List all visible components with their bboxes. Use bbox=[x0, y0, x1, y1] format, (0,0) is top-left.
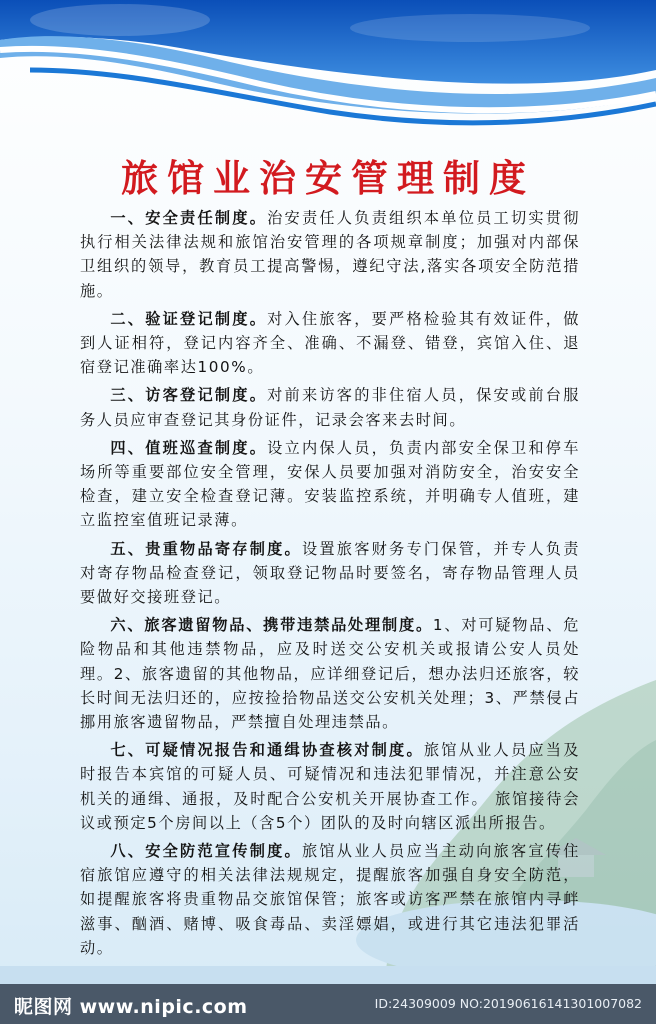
regulation-content bbox=[80, 206, 580, 964]
watermark-footer bbox=[0, 984, 656, 1024]
section-body: 对前来访客的非住宿人员，保安或前台服务人员应审查登记其身份证件，记录会客来去时间。 bbox=[80, 386, 580, 429]
section-heading: 一、安全责任制度。 bbox=[110, 209, 268, 227]
header-wave-graphic bbox=[0, 0, 656, 140]
section-body: 旅馆从业人员应当及时报告本宾馆的可疑人员、可疑情况和违法犯罪情况，并注意公安机关的通缉、通报，及时配合公安机关开展协查工作。 旅馆接待会议或预定5个房间以上（含5个）团队的及时向辖区派出所报告。 bbox=[80, 741, 580, 832]
section-6 bbox=[80, 613, 580, 734]
footer-divider bbox=[0, 966, 656, 984]
section-body: 旅馆从业人员应当主动向旅客宣传住宿旅馆应遵守的相关法律法规规定，提醒旅客加强自身安全防范，如提醒旅客将贵重物品交旅馆保管；旅客或访客严禁在旅馆内寻衅滋事、酗酒、赌博、吸食毒品、卖淫嫖娼，或进行其它违法犯罪活动。 bbox=[80, 842, 580, 957]
image-id-label: ID:24309009 NO:20190616141301007082 bbox=[374, 996, 642, 1011]
section-4 bbox=[80, 436, 580, 533]
section-5 bbox=[80, 537, 580, 610]
section-body: 设置旅客财务专门保管，并专人负责对寄存物品检查登记，领取登记物品时要签名，寄存物品管理人员要做好交接班登记。 bbox=[80, 539, 580, 607]
section-1 bbox=[80, 206, 580, 303]
section-heading: 六、旅客遗留物品、携带违禁品处理制度。 bbox=[110, 616, 433, 635]
section-heading: 五、贵重物品寄存制度。 bbox=[110, 539, 302, 558]
site-brand-link[interactable]: 昵图网 www.nipic.com bbox=[14, 996, 248, 1018]
section-heading: 八、安全防范宣传制度。 bbox=[110, 842, 302, 861]
section-3 bbox=[80, 383, 580, 431]
section-heading: 七、可疑情况报告和通缉协查核对制度。 bbox=[110, 741, 424, 760]
section-8 bbox=[80, 839, 580, 960]
section-body: 对入住旅客，要严格检验其有效证件，做到人证相符，登记内容齐全、准确、不漏登、错登，宾馆入住、退宿登记准确率达100%。 bbox=[80, 309, 580, 377]
section-body: 设立内保人员，负责内部安全保卫和停车场所等重要部位安全管理，安保人员要加强对消防安全，治安安全检查，建立安全检查登记薄。安装监控系统，并明确专人值班，建立监控室值班记录薄。 bbox=[80, 438, 580, 530]
section-heading: 四、值班巡查制度。 bbox=[110, 438, 268, 457]
page-title: 旅馆业治安管理制度 bbox=[121, 156, 535, 200]
section-2 bbox=[80, 307, 580, 380]
section-body: 治安责任人负责组织本单位员工切实贯彻执行相关法律法规和旅馆治安管理的各项规章制度；加强对内部保卫组织的领导，教育员工提高警惕，遵纪守法,落实各项安全防范措施。 bbox=[80, 209, 580, 300]
header-cloud-2 bbox=[350, 14, 590, 42]
header-cloud bbox=[30, 4, 210, 36]
section-7 bbox=[80, 738, 580, 835]
section-body: 1、对可疑物品、危险物品和其他违禁物品，应及时送交公安机关或报请公安人员处理。2、旅客遗留的其他物品，应详细登记后，想办法归还旅客，较长时间无法归还的，应按捡拾物品送交公安机关处理；3、严禁侵占挪用旅客遗留物品，严禁擅自处理违禁品。 bbox=[80, 616, 580, 732]
section-heading: 三、访客登记制度。 bbox=[110, 386, 268, 405]
section-heading: 二、验证登记制度。 bbox=[110, 309, 268, 328]
